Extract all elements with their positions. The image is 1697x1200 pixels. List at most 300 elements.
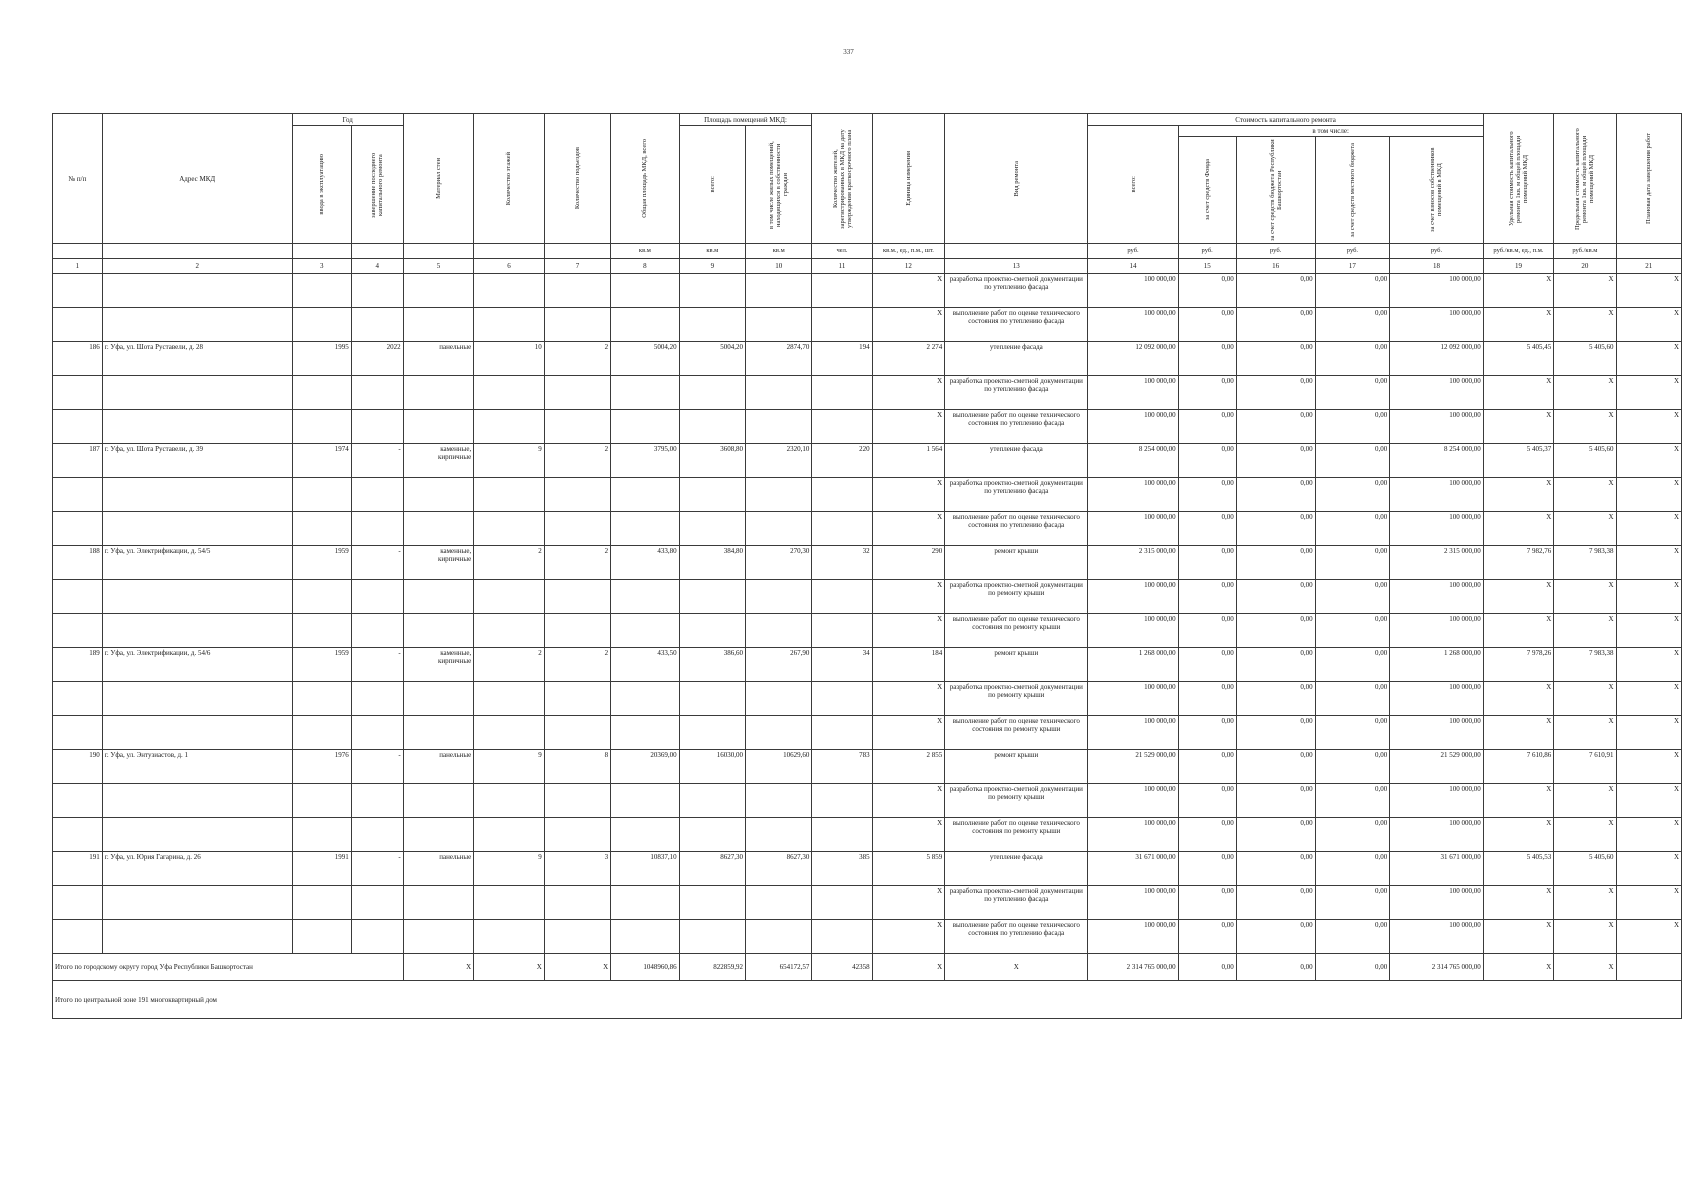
cell-unit-cost: X — [1483, 274, 1554, 308]
cell-year-last-repair — [351, 614, 403, 648]
zone-total-label: Итого по центральной зоне 191 многоквартирный дом — [53, 981, 1682, 1019]
cell-area-all — [679, 410, 745, 444]
cell-unit-cost: 7 978,26 — [1483, 648, 1554, 682]
cell-cost-republic: 0,00 — [1236, 886, 1315, 920]
cell-planned-date: X — [1616, 512, 1682, 546]
table-row — [53, 784, 1682, 818]
table-row — [53, 342, 1682, 376]
column-number: 4 — [351, 259, 403, 274]
cell-no — [53, 614, 103, 648]
cell-area-all — [679, 920, 745, 954]
cell-area-residential: 10629,60 — [746, 750, 812, 784]
cell-total-area — [611, 818, 679, 852]
cell-address — [102, 478, 292, 512]
units-row — [53, 244, 1682, 259]
cell-year-last-repair: 2022 — [351, 342, 403, 376]
cell-entrances: 3 — [544, 852, 610, 886]
column-number: 19 — [1483, 259, 1554, 274]
cell-no — [53, 376, 103, 410]
cell-total-area: 5004,20 — [611, 342, 679, 376]
header-cost-republic: за счет средств бюджета Республики Башкортостан — [1236, 137, 1315, 244]
cell-cost-total: 100 000,00 — [1088, 376, 1178, 410]
cell-cost-republic: 0,00 — [1236, 716, 1315, 750]
cell-total-area: 3795,00 — [611, 444, 679, 478]
column-number: 16 — [1236, 259, 1315, 274]
cell-area-all — [679, 512, 745, 546]
cell-unit: 2 274 — [872, 342, 945, 376]
cell-unit-cost: X — [1483, 512, 1554, 546]
cell-cost-owners: 100 000,00 — [1390, 716, 1483, 750]
cell-entrances — [544, 580, 610, 614]
column-number: 14 — [1088, 259, 1178, 274]
cell-entrances: 8 — [544, 750, 610, 784]
cell-cost-owners: 100 000,00 — [1390, 308, 1483, 342]
cell-work-type: выполнение работ по оценке технического состояния по утеплению фасада — [945, 410, 1088, 444]
header-wall-material: Материал стен — [403, 114, 474, 244]
unit-c19: руб./кв.м, ед., п.м. — [1483, 244, 1554, 259]
header-residents: Количество жителей, зарегистрированных в МКД на дату утверждения краткосрочного плана — [812, 114, 872, 244]
column-numbers-row — [53, 259, 1682, 274]
column-number: 11 — [812, 259, 872, 274]
cell-cost-local: 0,00 — [1315, 274, 1390, 308]
cell-cost-total: 100 000,00 — [1088, 614, 1178, 648]
cell-planned-date: X — [1616, 308, 1682, 342]
cell-cost-total: 100 000,00 — [1088, 580, 1178, 614]
cell-entrances — [544, 784, 610, 818]
table-row — [53, 818, 1682, 852]
cell-year-commission — [292, 784, 351, 818]
cell-residents — [812, 580, 872, 614]
cell-cost-total: 100 000,00 — [1088, 512, 1178, 546]
cell-cost-fund: 0,00 — [1178, 750, 1236, 784]
unit-c11: чел. — [812, 244, 872, 259]
cell-planned-date: X — [1616, 920, 1682, 954]
cell-total-area — [611, 410, 679, 444]
cell-year-commission — [292, 614, 351, 648]
cell-floors — [474, 376, 545, 410]
cell-work-type: утепление фасада — [945, 852, 1088, 886]
cell-cost-total: 100 000,00 — [1088, 308, 1178, 342]
cell-max-cost: X — [1554, 818, 1616, 852]
cell-cost-total: 8 254 000,00 — [1088, 444, 1178, 478]
cell-year-last-repair: - — [351, 546, 403, 580]
cell-max-cost: 7 610,91 — [1554, 750, 1616, 784]
cell-cost-local: 0,00 — [1315, 376, 1390, 410]
cell-residents — [812, 376, 872, 410]
total-people: 42358 — [812, 954, 872, 981]
cell-cost-local: 0,00 — [1315, 444, 1390, 478]
unit-c8: кв.м — [611, 244, 679, 259]
total-unit: X — [872, 954, 945, 981]
cell-work-type: ремонт крыши — [945, 750, 1088, 784]
cell-entrances — [544, 478, 610, 512]
total-work: X — [945, 954, 1088, 981]
cell-no — [53, 920, 103, 954]
cell-area-residential: 2320,10 — [746, 444, 812, 478]
cell-cost-republic: 0,00 — [1236, 444, 1315, 478]
total-row — [53, 954, 1682, 981]
cell-cost-owners: 1 268 000,00 — [1390, 648, 1483, 682]
cell-cost-fund: 0,00 — [1178, 784, 1236, 818]
cell-unit: 184 — [872, 648, 945, 682]
cell-planned-date: X — [1616, 818, 1682, 852]
total-area-res: 654172,57 — [746, 954, 812, 981]
cell-entrances: 2 — [544, 546, 610, 580]
cell-cost-fund: 0,00 — [1178, 648, 1236, 682]
cell-planned-date: X — [1616, 376, 1682, 410]
cell-cost-fund: 0,00 — [1178, 886, 1236, 920]
table-row — [53, 716, 1682, 750]
cell-area-residential — [746, 886, 812, 920]
cell-no — [53, 682, 103, 716]
cell-wall-material: каменные, кирпичные — [403, 546, 474, 580]
cell-unit-cost: X — [1483, 818, 1554, 852]
cell-work-type: разработка проектно-сметной документации по утеплению фасада — [945, 376, 1088, 410]
cell-entrances — [544, 512, 610, 546]
cell-cost-republic: 0,00 — [1236, 546, 1315, 580]
cell-cost-local: 0,00 — [1315, 716, 1390, 750]
cell-wall-material — [403, 716, 474, 750]
table-row — [53, 920, 1682, 954]
cell-max-cost: X — [1554, 886, 1616, 920]
cell-area-residential: 2874,70 — [746, 342, 812, 376]
cell-cost-total: 100 000,00 — [1088, 682, 1178, 716]
cell-cost-fund: 0,00 — [1178, 512, 1236, 546]
cell-work-type: утепление фасада — [945, 342, 1088, 376]
cell-year-commission: 1959 — [292, 648, 351, 682]
total-republic: 0,00 — [1236, 954, 1315, 981]
cell-floors — [474, 478, 545, 512]
cell-unit: X — [872, 920, 945, 954]
cell-cost-fund: 0,00 — [1178, 852, 1236, 886]
cell-floors — [474, 614, 545, 648]
cell-cost-total: 100 000,00 — [1088, 274, 1178, 308]
cell-unit-cost: 7 610,86 — [1483, 750, 1554, 784]
cell-floors — [474, 818, 545, 852]
cell-wall-material — [403, 308, 474, 342]
cell-max-cost: 7 983,38 — [1554, 546, 1616, 580]
column-number: 20 — [1554, 259, 1616, 274]
cell-unit-cost: X — [1483, 886, 1554, 920]
cell-area-all — [679, 580, 745, 614]
cell-total-area: 10837,10 — [611, 852, 679, 886]
cell-unit: 290 — [872, 546, 945, 580]
cell-max-cost: X — [1554, 614, 1616, 648]
cell-unit-cost: X — [1483, 682, 1554, 716]
cell-cost-total: 100 000,00 — [1088, 920, 1178, 954]
cell-address — [102, 614, 292, 648]
zone-total-row — [53, 981, 1682, 1019]
cell-cost-owners: 100 000,00 — [1390, 614, 1483, 648]
cell-unit-cost: X — [1483, 580, 1554, 614]
header-unit-cost: Удельная стоимость капитального ремонта 1кв. м общей площади помещений МКД — [1483, 114, 1554, 244]
cell-area-residential — [746, 512, 812, 546]
cell-cost-total: 31 671 000,00 — [1088, 852, 1178, 886]
cell-total-area — [611, 920, 679, 954]
cell-address — [102, 410, 292, 444]
page-number: 337 — [843, 48, 854, 56]
header-planned-date: Плановая дата завершения работ — [1616, 114, 1682, 244]
cell-no — [53, 478, 103, 512]
cell-unit: X — [872, 716, 945, 750]
cell-total-area — [611, 580, 679, 614]
table-header — [53, 114, 1682, 274]
total-cost: 2 314 765 000,00 — [1088, 954, 1178, 981]
cell-cost-republic: 0,00 — [1236, 308, 1315, 342]
cell-unit: X — [872, 580, 945, 614]
cell-residents — [812, 308, 872, 342]
cell-work-type: разработка проектно-сметной документации по ремонту крыши — [945, 784, 1088, 818]
cell-no — [53, 580, 103, 614]
cell-wall-material — [403, 682, 474, 716]
cell-wall-material — [403, 376, 474, 410]
header-total-area: Общая площадь МКД, всего — [611, 114, 679, 244]
cell-planned-date: X — [1616, 648, 1682, 682]
cell-cost-local: 0,00 — [1315, 818, 1390, 852]
cell-no — [53, 274, 103, 308]
column-number: 18 — [1390, 259, 1483, 274]
cell-max-cost: X — [1554, 410, 1616, 444]
cell-max-cost: 5 405,60 — [1554, 342, 1616, 376]
cell-address — [102, 682, 292, 716]
total-local: 0,00 — [1315, 954, 1390, 981]
cell-planned-date: X — [1616, 716, 1682, 750]
cell-cost-local: 0,00 — [1315, 342, 1390, 376]
cell-max-cost: X — [1554, 682, 1616, 716]
cell-area-all — [679, 716, 745, 750]
header-area-total: всего: — [679, 126, 745, 244]
column-number: 10 — [746, 259, 812, 274]
cell-residents: 32 — [812, 546, 872, 580]
cell-entrances — [544, 682, 610, 716]
cell-year-commission — [292, 580, 351, 614]
cell-cost-local: 0,00 — [1315, 410, 1390, 444]
cell-no: 187 — [53, 444, 103, 478]
cell-unit: X — [872, 308, 945, 342]
cell-residents — [812, 410, 872, 444]
cell-cost-republic: 0,00 — [1236, 342, 1315, 376]
cell-unit: X — [872, 818, 945, 852]
column-number: 3 — [292, 259, 351, 274]
cell-area-all — [679, 308, 745, 342]
total-date — [1616, 954, 1682, 981]
cell-total-area — [611, 512, 679, 546]
cell-cost-fund: 0,00 — [1178, 274, 1236, 308]
cell-floors: 9 — [474, 444, 545, 478]
cell-cost-fund: 0,00 — [1178, 342, 1236, 376]
cell-wall-material: панельные — [403, 852, 474, 886]
cell-cost-fund: 0,00 — [1178, 308, 1236, 342]
cell-cost-owners: 21 529 000,00 — [1390, 750, 1483, 784]
cell-planned-date: X — [1616, 682, 1682, 716]
cell-cost-owners: 100 000,00 — [1390, 580, 1483, 614]
cell-floors: 10 — [474, 342, 545, 376]
cell-no — [53, 308, 103, 342]
cell-cost-fund: 0,00 — [1178, 920, 1236, 954]
cell-cost-owners: 100 000,00 — [1390, 920, 1483, 954]
cell-no — [53, 818, 103, 852]
cell-area-residential: 267,90 — [746, 648, 812, 682]
cell-total-area — [611, 682, 679, 716]
cell-entrances — [544, 410, 610, 444]
cell-max-cost: 5 405,60 — [1554, 852, 1616, 886]
total-entrances: X — [544, 954, 610, 981]
cell-unit: X — [872, 614, 945, 648]
cell-year-commission — [292, 274, 351, 308]
cell-year-commission — [292, 682, 351, 716]
cell-cost-republic: 0,00 — [1236, 648, 1315, 682]
cell-work-type: разработка проектно-сметной документации по утеплению фасада — [945, 886, 1088, 920]
cell-cost-republic: 0,00 — [1236, 818, 1315, 852]
cell-area-all: 386,60 — [679, 648, 745, 682]
header-cost-owners: за счет взносов собственников помещений в МКД — [1390, 137, 1483, 244]
cell-planned-date: X — [1616, 580, 1682, 614]
cell-cost-fund: 0,00 — [1178, 478, 1236, 512]
cell-floors: 9 — [474, 750, 545, 784]
cell-cost-fund: 0,00 — [1178, 614, 1236, 648]
header-year-last-repair: завершение последнего капитального ремонта — [351, 126, 403, 244]
table-row — [53, 614, 1682, 648]
cell-wall-material — [403, 920, 474, 954]
cell-year-commission — [292, 920, 351, 954]
table-footer — [53, 954, 1682, 1019]
total-mat: X — [403, 954, 474, 981]
cell-work-type: выполнение работ по оценке технического состояния по ремонту крыши — [945, 614, 1088, 648]
cell-area-residential: 8627,30 — [746, 852, 812, 886]
cell-no: 191 — [53, 852, 103, 886]
cell-entrances — [544, 818, 610, 852]
cell-planned-date: X — [1616, 750, 1682, 784]
cell-floors — [474, 308, 545, 342]
cell-floors — [474, 784, 545, 818]
cell-unit: X — [872, 274, 945, 308]
cell-no — [53, 410, 103, 444]
cell-unit-cost: 5 405,53 — [1483, 852, 1554, 886]
cell-cost-owners: 100 000,00 — [1390, 274, 1483, 308]
cell-max-cost: X — [1554, 920, 1616, 954]
cell-area-all — [679, 682, 745, 716]
unit-c16: руб. — [1236, 244, 1315, 259]
cell-unit-cost: X — [1483, 308, 1554, 342]
unit-c14: руб. — [1088, 244, 1178, 259]
cell-floors — [474, 716, 545, 750]
cell-total-area — [611, 716, 679, 750]
cell-unit: X — [872, 478, 945, 512]
column-number: 13 — [945, 259, 1088, 274]
header-floors: Количество этажей — [474, 114, 545, 244]
cell-work-type: выполнение работ по оценке технического состояния по ремонту крыши — [945, 818, 1088, 852]
cell-unit-cost: X — [1483, 784, 1554, 818]
cell-no — [53, 716, 103, 750]
cell-address — [102, 818, 292, 852]
table-row — [53, 682, 1682, 716]
cell-cost-local: 0,00 — [1315, 886, 1390, 920]
cell-wall-material — [403, 274, 474, 308]
total-area-all: 822859,92 — [679, 954, 745, 981]
cell-floors — [474, 512, 545, 546]
header-work-type: Вид ремонта — [945, 114, 1088, 244]
cell-area-residential — [746, 682, 812, 716]
cell-total-area: 433,50 — [611, 648, 679, 682]
cell-cost-local: 0,00 — [1315, 784, 1390, 818]
cell-max-cost: X — [1554, 512, 1616, 546]
cell-address — [102, 920, 292, 954]
header-unit: Единица измерения — [872, 114, 945, 244]
cell-area-all: 8627,30 — [679, 852, 745, 886]
cell-unit: X — [872, 410, 945, 444]
cell-residents — [812, 784, 872, 818]
cell-unit: 2 855 — [872, 750, 945, 784]
cell-cost-owners: 100 000,00 — [1390, 784, 1483, 818]
cell-area-residential — [746, 580, 812, 614]
cell-year-commission: 1976 — [292, 750, 351, 784]
cell-planned-date: X — [1616, 274, 1682, 308]
table-row — [53, 478, 1682, 512]
cell-max-cost: X — [1554, 580, 1616, 614]
column-number: 8 — [611, 259, 679, 274]
cell-unit-cost: X — [1483, 614, 1554, 648]
cell-entrances — [544, 376, 610, 410]
cell-work-type: выполнение работ по оценке технического состояния по утеплению фасада — [945, 308, 1088, 342]
cell-unit: X — [872, 784, 945, 818]
header-year-commission: ввода в эксплуатацию — [292, 126, 351, 244]
cell-area-all: 5004,20 — [679, 342, 745, 376]
cell-year-last-repair — [351, 784, 403, 818]
cell-total-area — [611, 376, 679, 410]
total-floors: X — [474, 954, 545, 981]
cell-residents — [812, 818, 872, 852]
cell-floors — [474, 920, 545, 954]
cell-work-type: разработка проектно-сметной документации по утеплению фасада — [945, 274, 1088, 308]
cell-area-residential — [746, 614, 812, 648]
cell-area-residential: 270,30 — [746, 546, 812, 580]
cell-max-cost: X — [1554, 376, 1616, 410]
cell-planned-date: X — [1616, 784, 1682, 818]
cell-no: 189 — [53, 648, 103, 682]
cell-cost-local: 0,00 — [1315, 614, 1390, 648]
cell-area-all — [679, 274, 745, 308]
header-area-group: Площадь помещений МКД: — [679, 114, 812, 126]
cell-cost-republic: 0,00 — [1236, 784, 1315, 818]
cell-cost-local: 0,00 — [1315, 512, 1390, 546]
cell-year-commission: 1974 — [292, 444, 351, 478]
header-cost-incl: в том числе: — [1178, 126, 1483, 137]
cell-year-last-repair: - — [351, 852, 403, 886]
cell-unit: X — [872, 512, 945, 546]
cell-area-all — [679, 784, 745, 818]
cell-entrances: 2 — [544, 648, 610, 682]
header-max-cost: Предельная стоимость капитального ремонта 1кв. м общей площади помещений МКД — [1554, 114, 1616, 244]
column-number: 6 — [474, 259, 545, 274]
cell-planned-date: X — [1616, 614, 1682, 648]
cell-area-all — [679, 886, 745, 920]
cell-year-last-repair — [351, 716, 403, 750]
table-row — [53, 410, 1682, 444]
cell-max-cost: X — [1554, 716, 1616, 750]
cell-work-type: разработка проектно-сметной документации по ремонту крыши — [945, 580, 1088, 614]
cell-cost-republic: 0,00 — [1236, 920, 1315, 954]
cell-planned-date: X — [1616, 546, 1682, 580]
cell-cost-republic: 0,00 — [1236, 614, 1315, 648]
cell-year-commission — [292, 818, 351, 852]
column-number: 12 — [872, 259, 945, 274]
unit-c20: руб./кв.м — [1554, 244, 1616, 259]
cell-total-area — [611, 478, 679, 512]
cell-cost-local: 0,00 — [1315, 750, 1390, 784]
column-number: 9 — [679, 259, 745, 274]
cell-no: 188 — [53, 546, 103, 580]
cell-max-cost: 5 405,60 — [1554, 444, 1616, 478]
